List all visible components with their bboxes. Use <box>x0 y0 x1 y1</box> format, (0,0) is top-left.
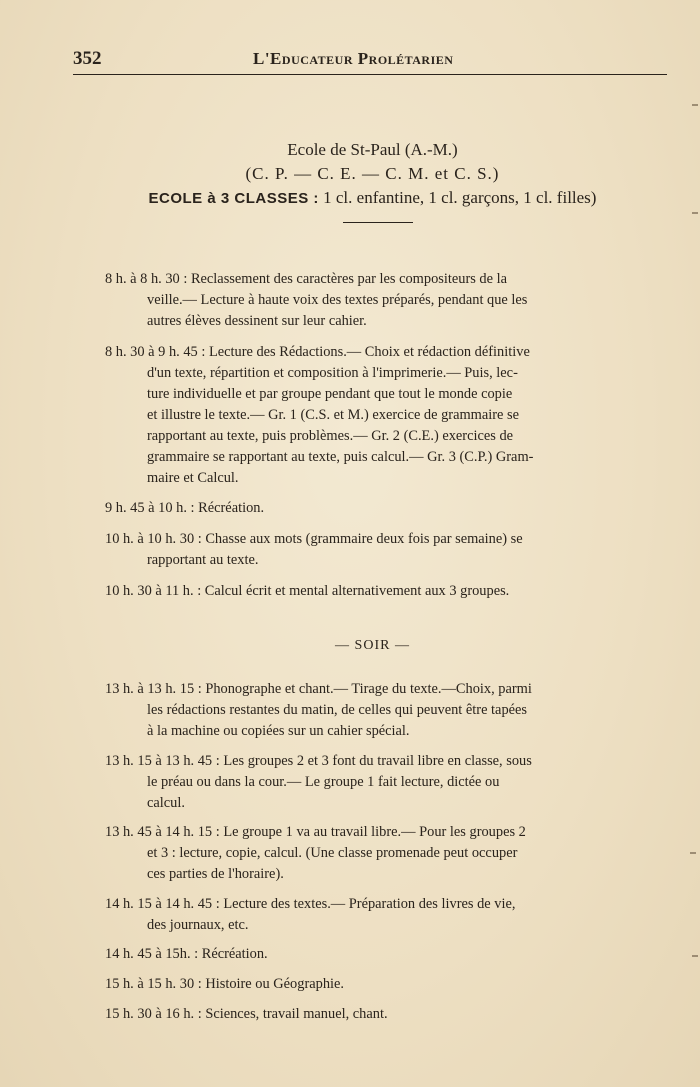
schedule-entry <box>0 679 640 742</box>
entry-line: Chasse aux mots (grammaire deux fois par semaine) se <box>205 531 523 547</box>
paper-speck <box>692 104 698 106</box>
schedule-entry <box>0 581 640 602</box>
paper-speck <box>690 852 696 854</box>
page-number: 352 <box>73 48 102 69</box>
entry-line: Les groupes 2 et 3 font du travail libre en classe, sous <box>223 753 532 769</box>
entry-line: et illustre le texte.— Gr. 1 (C.S. et M.) exercice de grammaire se <box>147 407 520 423</box>
entry-line: ces parties de l'horaire). <box>147 866 284 882</box>
paper-speck <box>692 955 698 957</box>
entry-line: Calcul écrit et mental alternativement aux 3 groupes. <box>204 583 510 599</box>
entry-line: des journaux, etc. <box>147 917 249 933</box>
entry-line: Sciences, travail manuel, chant. <box>205 1006 388 1022</box>
schedule-entry <box>0 894 640 936</box>
entry-line: Lecture des Rédactions.— Choix et rédaction définitive <box>208 344 530 360</box>
entry-line: Récréation. <box>198 500 265 516</box>
entry-time: 15 h. à 15 h. 30 : <box>105 976 206 992</box>
journal-title: L'Educateur Prolétarien <box>253 49 454 68</box>
entry-line: Récréation. <box>201 946 268 962</box>
entry-line: le préau ou dans la cour.— Le groupe 1 fait lecture, dictée ou <box>147 774 500 790</box>
entry-time: 8 h. 30 à 9 h. 45 : <box>105 344 209 360</box>
schedule-entry <box>0 944 640 965</box>
entry-line: Lecture des textes.— Préparation des livres de vie, <box>223 896 516 912</box>
entry-line: les rédactions restantes du matin, de celles qui peuvent être tapées <box>147 702 528 718</box>
entry-line: Le groupe 1 va au travail libre.— Pour les groupes 2 <box>223 824 526 840</box>
entry-time: 9 h. 45 à 10 h. : <box>105 500 199 516</box>
header-divider <box>343 222 413 223</box>
schedule-entry <box>0 498 640 519</box>
entry-line: calcul. <box>147 795 185 811</box>
schedule-entry <box>0 529 640 571</box>
organization-lead: ECOLE à 3 CLASSES : <box>148 190 319 207</box>
entry-line: veille.— Lecture à haute voix des textes préparés, pendant que les <box>147 292 528 308</box>
schedule-entry <box>0 822 640 885</box>
entry-time: 13 h. 45 à 14 h. 15 : <box>105 824 224 840</box>
classes-line: (C. P. — C. E. — C. M. et C. S.) <box>245 164 500 183</box>
entry-line: ture individuelle et par groupe pendant que tout le monde copie <box>147 386 513 402</box>
entry-time: 10 h. 30 à 11 h. : <box>105 583 205 599</box>
entry-line: rapportant au texte. <box>147 552 259 568</box>
entry-time: 8 h. à 8 h. 30 : <box>105 271 191 287</box>
entry-time: 13 h. 15 à 13 h. 45 : <box>105 753 224 769</box>
entry-line: autres élèves dessinent sur leur cahier. <box>147 313 367 329</box>
entry-time: 13 h. à 13 h. 15 : <box>105 681 206 697</box>
entry-line: d'un texte, répartition et composition à l'imprimerie.— Puis, lec- <box>147 365 518 381</box>
entry-line: Phonographe et chant.— Tirage du texte.—Choix, parmi <box>205 681 532 697</box>
organization-line <box>0 186 700 211</box>
schedule-entry <box>0 974 640 995</box>
running-head <box>73 48 667 75</box>
entry-line: Histoire ou Géographie. <box>205 976 344 992</box>
evening-heading: — SOIR — <box>335 638 410 653</box>
school-name: Ecole de St-Paul (A.-M.) <box>287 140 458 159</box>
organization-detail: 1 cl. enfantine, 1 cl. garçons, 1 cl. filles) <box>318 188 597 207</box>
entry-time: 14 h. 45 à 15h. : <box>105 946 202 962</box>
entry-time: 14 h. 15 à 14 h. 45 : <box>105 896 224 912</box>
schedule-entry <box>0 1004 640 1025</box>
entry-time: 15 h. 30 à 16 h. : <box>105 1006 206 1022</box>
school-header <box>0 138 700 211</box>
entry-line: rapportant au texte, puis problèmes.— Gr. 2 (C.E.) exercices de <box>147 428 514 444</box>
entry-line: grammaire se rapportant au texte, puis calcul.— Gr. 3 (C.P.) Gram- <box>147 449 534 465</box>
entry-time: 10 h. à 10 h. 30 : <box>105 531 206 547</box>
schedule-entry <box>0 269 640 332</box>
entry-line: Reclassement des caractères par les compositeurs de la <box>190 271 507 287</box>
paper-speck <box>692 212 698 214</box>
schedule-entry <box>0 342 640 489</box>
entry-line: maire et Calcul. <box>147 470 239 486</box>
schedule-entry <box>0 751 640 814</box>
entry-line: et 3 : lecture, copie, calcul. (Une classe promenade peut occuper <box>147 845 518 861</box>
entry-line: à la machine ou copiées sur un cahier spécial. <box>147 723 410 739</box>
